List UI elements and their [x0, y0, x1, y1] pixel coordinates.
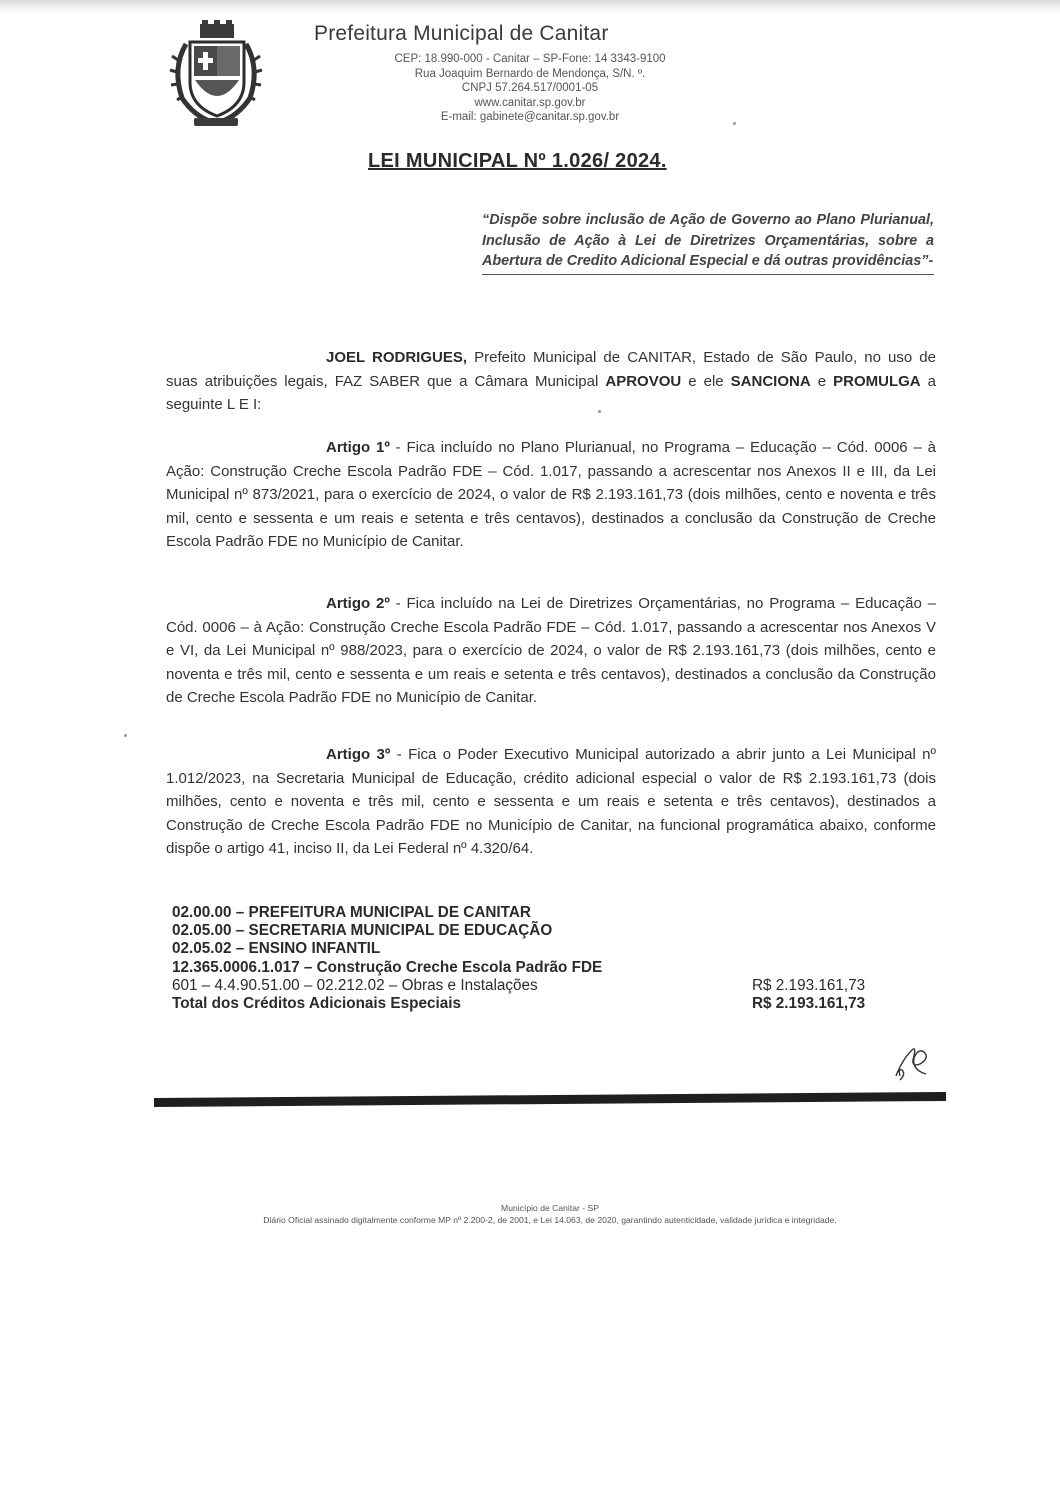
- article-1: [166, 436, 936, 554]
- preamble: JOEL RODRIGUES, Prefeito Municipal de CANITAR, Estado de São Paulo, no uso de suas atribuições legais, FAZ SABER que a Câmara Municipal APROVOU e ele SANCIONA e PROMULGA a seguinte L E I:: [166, 349, 936, 414]
- article-2-label: Artigo 2º: [326, 595, 390, 612]
- article-1-label: Artigo 1º: [326, 439, 390, 456]
- budget-allocation: [172, 904, 892, 1013]
- budget-item-value: R$ 2.193.161,73: [752, 976, 866, 994]
- law-title: LEI MUNICIPAL Nº 1.026/ 2024.: [368, 150, 667, 172]
- scan-speck: [124, 734, 127, 737]
- bottom-rule: [154, 1092, 946, 1107]
- article-3-label: Artigo 3º: [326, 746, 391, 763]
- contact-address: Rua Joaquim Bernardo de Mendonça, S/N. º.: [414, 67, 646, 80]
- article-3-text: - Fica o Poder Executivo Municipal autorizado a abrir junto a Lei Municipal nº 1.012/2023, na Secretaria Municipal de Educação, crédito adicional especial o valor de R$ 2.193.161,73 (dois milhões, cento e noventa e três mil, cento e sessenta e um reais e setenta e três centavos), destinados a Construção de Creche Escola Padrão FDE no Município de Canitar, na funcional programática abaixo, conforme dispõe o artigo 41, inciso II, da Lei Federal nº 4.320/64.: [166, 746, 936, 858]
- mayor-name: JOEL RODRIGUES,: [326, 349, 468, 366]
- scan-edge: [0, 0, 1060, 14]
- budget-line-3: 02.05.02 – ENSINO INFANTIL: [172, 940, 381, 958]
- municipal-crest-icon: [168, 20, 264, 132]
- scan-speck: [598, 410, 601, 413]
- signature-initials: [890, 1040, 938, 1084]
- budget-line-4: 12.365.0006.1.017 – Construção Creche Escola Padrão FDE: [172, 958, 603, 976]
- organization-name: Prefeitura Municipal de Canitar: [314, 22, 609, 45]
- letterhead: [300, 22, 760, 125]
- budget-item-label: 601 – 4.4.90.51.00 – 02.212.02 – Obras e Instalações: [172, 976, 538, 994]
- contact-email: E-mail: gabinete@canitar.sp.gov.br: [440, 111, 620, 124]
- article-1-text: - Fica incluído no Plano Plurianual, no Programa – Educação – Cód. 0006 – à Ação: Construção Creche Escola Padrão FDE – Cód. 1.017, passando a acrescentar nos Anexos II e III, da Lei Municipal nº 873/2021, para o exercício de 2024, o valor de R$ 2.193.161,73 (dois milhões, cento e noventa e três mil, cento e sessenta e um reais e setenta e três centavos), destinados a conclusão da Construção de Creche Escola Padrão FDE no Município de Canitar.: [166, 439, 937, 551]
- article-2: [166, 592, 936, 710]
- budget-total-label: Total dos Créditos Adicionais Especiais: [172, 995, 462, 1013]
- footer-municipality: Município de Canitar - SP: [501, 1203, 599, 1213]
- contact-cnpj: CNPJ 57.264.517/0001-05: [461, 82, 599, 95]
- budget-total-value: R$ 2.193.161,73: [752, 995, 866, 1013]
- budget-line-1: 02.00.00 – PREFEITURA MUNICIPAL DE CANITAR: [172, 904, 531, 921]
- scan-speck: [733, 122, 736, 125]
- article-2-text: - Fica incluído na Lei de Diretrizes Orçamentárias, no Programa – Educação – Cód. 0006 – à Ação: Construção Creche Escola Padrão FDE – Cód. 1.017, passando a acrescentar nos Anexos V e VI, da Lei Municipal nº 988/2023, para o exercício de 2024, o valor de R$ 2.193.161,73 (dois milhões, cento e noventa e três mil, cento e sessenta e um reais e setenta e três centavos), destinados a conclusão da Construção de Creche Escola Padrão FDE no Município de Canitar.: [166, 595, 936, 707]
- article-3: [166, 743, 936, 861]
- contact-cep-phone: CEP: 18.990-000 - Canitar – SP-Fone: 14 3343-9100: [394, 53, 666, 65]
- ementa: “Dispõe sobre inclusão de Ação de Governo ao Plano Plurianual, Inclusão de Ação à Lei de Diretrizes Orçamentárias, sobre a Abertura de Credito Adicional Especial e dá outras providências”-: [482, 210, 934, 275]
- budget-line-2: 02.05.00 – SECRETARIA MUNICIPAL DE EDUCAÇÃO: [172, 922, 553, 940]
- footer: [170, 1203, 930, 1226]
- footer-certification: Diário Oficial assinado digitalmente conforme MP nº 2.200-2, de 2001, e Lei 14.063, de 2020, garantindo autenticidade, validade jurídica e integridade.: [263, 1214, 837, 1225]
- budget-total-row: [172, 995, 892, 1013]
- contact-website: www.canitar.sp.gov.br: [474, 96, 586, 109]
- budget-item-row: [172, 977, 892, 995]
